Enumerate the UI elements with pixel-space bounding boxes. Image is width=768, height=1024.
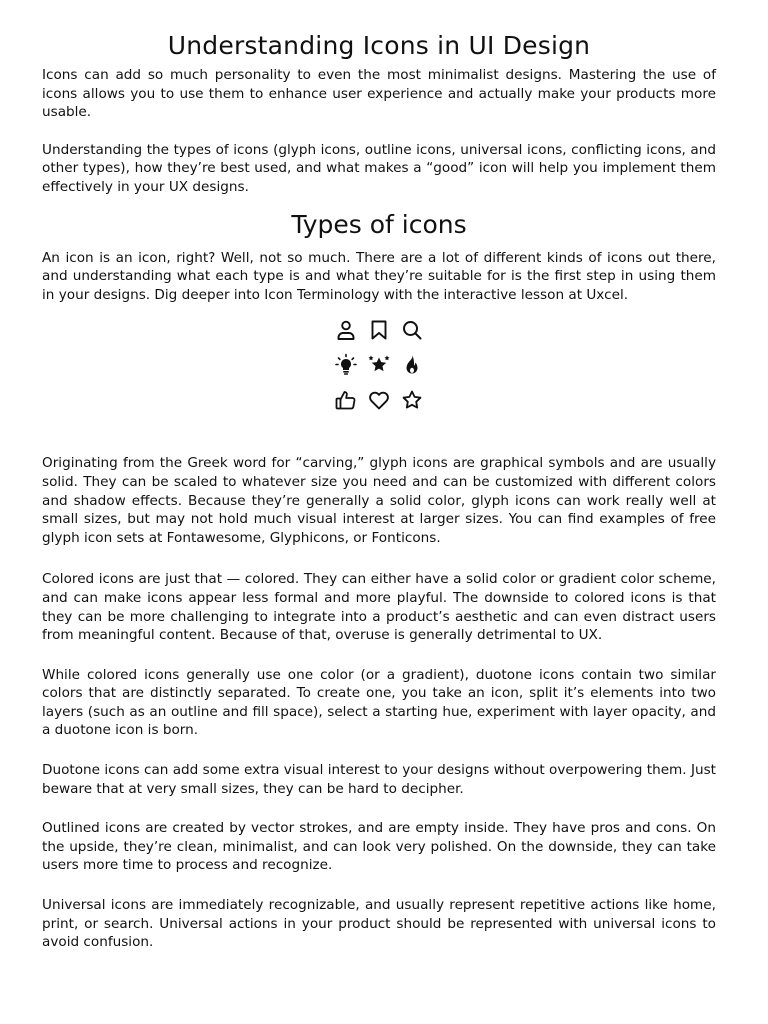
glyph-icons-paragraph: Originating from the Greek word for “carving,” glyph icons are graphical symbols and are usually solid. They can be scaled to whatever size you need and can be customized with different colors and shadow effects. Because they’re generally a solid color, glyph icons can work really well at small sizes, but may not hold much visual interest at larger sizes. You can find examples of free glyph icon sets at Fontawesome, Glyphicons, or Fonticons. <box>42 455 716 546</box>
flame-glyph-icon <box>400 353 424 377</box>
duotone-icons-paragraph-2: Duotone icons can add some extra visual interest to your designs without overpowering them. Just beware that at very small sizes, they can be hard to decipher. <box>42 762 716 797</box>
section-title: Types of icons <box>291 209 467 239</box>
universal-icons-paragraph: Universal icons are immediately recognizable, and usually represent repetitive actions like home, print, or search. Universal actions in your product should be represented with universal icons to avoid confusion. <box>42 897 716 951</box>
intro-paragraph-2: Understanding the types of icons (glyph icons, outline icons, universal icons, conflicting icons, and other types), how they’re best used, and what makes a “good” icon will help you implement them effectively in your UX designs. <box>42 141 716 195</box>
thumbs-up-outline-icon <box>334 388 358 412</box>
outlined-icons-paragraph: Outlined icons are created by vector strokes, and are empty inside. They have pros and cons. On the upside, they’re clean, minimalist, and can look very polished. On the downside, they can take users more time to process and recognize. <box>42 820 716 874</box>
user-outline-icon <box>334 318 358 342</box>
star-outline-icon <box>400 388 424 412</box>
page-title: Understanding Icons in UI Design <box>167 31 591 60</box>
lightbulb-glyph-icon <box>334 353 358 377</box>
duotone-icons-paragraph-1: While colored icons generally use one color (or a gradient), duotone icons contain two similar colors that are distinctly separated. To create one, you take an icon, split it’s elements into two layers (such as an outline and fill space), select a starting hue, experiment with layer opacity, and a duotone icon is born. <box>42 666 716 739</box>
bookmark-outline-icon <box>367 318 391 342</box>
heart-outline-icon <box>367 388 391 412</box>
intro-paragraph-1: Icons can add so much personality to even the most minimalist designs. Mastering the use of icons allows you to use them to enhance user experience and actually make your products more usable. <box>42 67 716 121</box>
icon-examples-grid <box>329 312 429 417</box>
stars-glyph-icon <box>367 353 391 377</box>
section-intro-paragraph: An icon is an icon, right? Well, not so much. There are a lot of different kinds of icons out there, and understanding what each type is and what they’re suitable for is the first step in using them in your designs. Dig deeper into Icon Terminology with the interactive lesson at Uxcel. <box>42 249 716 303</box>
search-icon <box>400 318 424 342</box>
colored-icons-paragraph: Colored icons are just that — colored. They can either have a solid color or gradient color scheme, and can make icons appear less formal and more playful. The downside to colored icons is that they can be more challenging to integrate into a product’s aesthetic and can even distract users from meaningful content. Because of that, overuse is generally detrimental to UX. <box>42 571 716 644</box>
